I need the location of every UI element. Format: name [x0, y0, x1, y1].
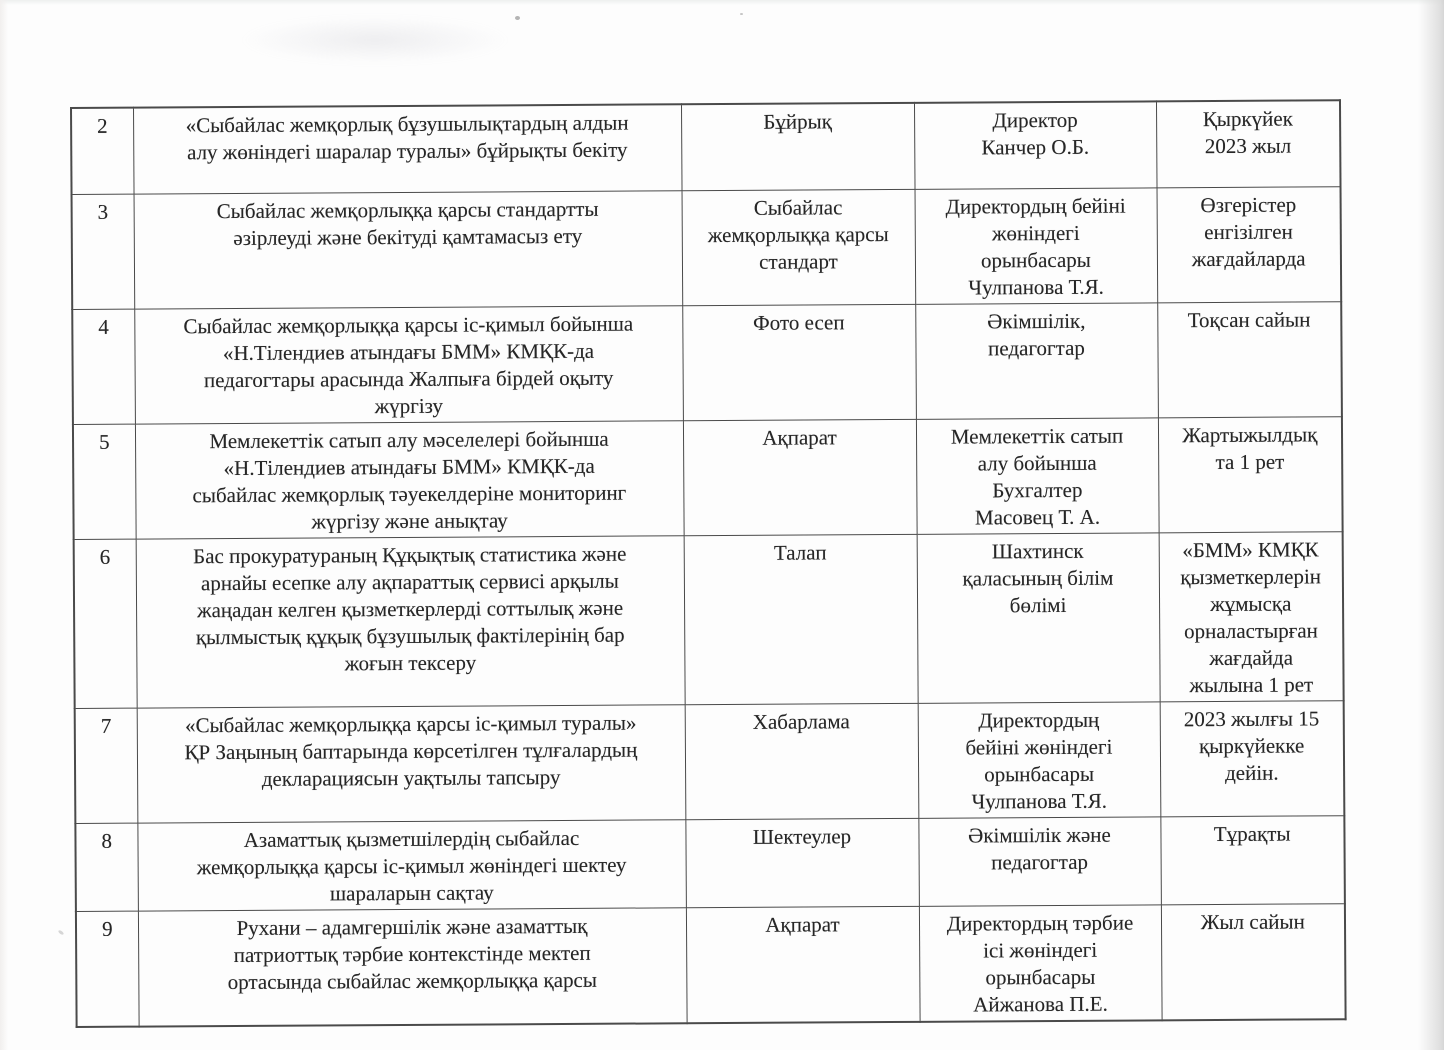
timing-cell: Қыркүйек 2023 жыл	[1156, 100, 1341, 187]
measure-cell: Рухани – адамгершілік және азаматтық патриоттық тәрбие контекстінде мектеп ортасында сыбайлас жемқорлыққа қарсы	[138, 907, 687, 1026]
responsible-cell: Әкімшілік, педагогтар	[915, 302, 1158, 418]
doc-type-cell: Ақпарат	[686, 906, 920, 1023]
doc-type-cell: Шектеулер	[685, 818, 919, 907]
table-row	[72, 301, 1342, 424]
doc-type-cell: Сыбайлас жемқорлыққа қарсы стандарт	[682, 189, 916, 305]
doc-type-cell: Талап	[684, 534, 918, 704]
timing-cell: 2023 жылғы 15 қыркүйекке дейін.	[1160, 700, 1345, 816]
row-number: 2	[71, 108, 134, 194]
doc-type-cell: Бұйрық	[681, 103, 915, 190]
scan-left-edge-shadow	[0, 0, 8, 1050]
measure-cell: «Сыбайлас жемқорлыққа қарсы іс-қимыл туралы» ҚР Заңының баптарында көрсетілген тұлғалардың декларациясын уақтылы тапсыру	[137, 704, 686, 822]
responsible-cell: Әкімшілік және педагогтар	[918, 816, 1161, 905]
scan-right-edge-shadow	[1418, 0, 1444, 1050]
responsible-cell: Директор Канчер О.Б.	[914, 101, 1157, 188]
scan-speck	[515, 16, 520, 20]
row-number: 7	[75, 708, 138, 823]
timing-cell: Тоқсан сайын	[1157, 301, 1342, 417]
responsible-cell: Шахтинск қаласының білім бөлімі	[917, 532, 1160, 702]
row-number: 9	[76, 911, 139, 1027]
measure-cell: «Сыбайлас жемқорлық бұзушылықтардың алдын алу жөніндегі шаралар туралы» бұйрықты бекіту	[133, 104, 682, 193]
row-number: 8	[75, 823, 138, 911]
row-number: 3	[72, 194, 135, 309]
scan-speck	[740, 13, 743, 15]
responsible-cell: Директордың тәрбие ісі жөніндегі орынбасары Айжанова П.Е.	[919, 904, 1162, 1021]
measure-cell: Сыбайлас жемқорлыққа қарсы іс-қимыл бойынша «Н.Тілендиев атындағы БММ» КМҚК-да педагогтары арасында Жалпыға бірдей оқыту жүргізу	[134, 305, 683, 423]
responsible-cell: Мемлекеттік сатып алу бойынша Бухгалтер Масовец Т. А.	[916, 417, 1159, 533]
table-row	[76, 903, 1346, 1026]
table-row	[71, 100, 1341, 194]
table-row	[73, 416, 1343, 539]
measure-cell: Сыбайлас жемқорлыққа қарсы стандартты әзірлеуді және бекітуді қамтамасыз ету	[134, 190, 683, 308]
timing-cell: Жыл сайын	[1161, 903, 1346, 1020]
row-number: 6	[74, 539, 137, 708]
row-number: 5	[73, 424, 136, 539]
doc-type-cell: Хабарлама	[685, 703, 919, 819]
doc-type-cell: Ақпарат	[683, 419, 917, 535]
responsible-cell: Директордың бейіні жөніндегі орынбасары Чулпанова Т.Я.	[918, 701, 1161, 817]
measure-cell: Азаматтық қызметшілердің сыбайлас жемқорлыққа қарсы іс-қимыл жөніндегі шектеу шараларын сақтау	[137, 819, 686, 910]
action-plan-table-wrap	[70, 99, 1347, 1027]
timing-cell: «БММ» КМҚК қызметкерлерін жұмысқа орналастырған жағдайда жылына 1 рет	[1159, 531, 1344, 701]
scan-speck	[58, 930, 65, 936]
timing-cell: Өзгерістер енгізілген жағдайларда	[1157, 186, 1342, 302]
timing-cell: Жартыжылдық та 1 рет	[1158, 416, 1343, 532]
measure-cell: Бас прокуратураның Құқықтық статистика және арнайы есепке алу ақпараттық сервисі арқылы жаңадан келген қызметкерлерді соттылық және қылмыстық құқық бұзушылық фактілерінің бар жоғын тексеру	[136, 535, 685, 707]
row-number: 4	[72, 309, 135, 424]
table-row	[75, 700, 1345, 823]
scan-top-edge-shadow	[0, 0, 1444, 5]
responsible-cell: Директордың бейіні жөніндегі орынбасары Чулпанова Т.Я.	[915, 187, 1158, 303]
timing-cell: Тұрақты	[1160, 815, 1345, 904]
action-plan-table	[70, 99, 1347, 1027]
measure-cell: Мемлекеттік сатып алу мәселелері бойынша «Н.Тілендиев атындағы БММ» КМҚК-да сыбайлас жемқорлық тәуекелдеріне мониторинг жүргізу және анықтау	[135, 420, 684, 538]
table-row	[74, 531, 1344, 708]
table-row	[72, 186, 1342, 309]
doc-type-cell: Фото есеп	[682, 304, 916, 420]
scan-smudge	[240, 16, 510, 64]
table-row	[75, 815, 1345, 911]
